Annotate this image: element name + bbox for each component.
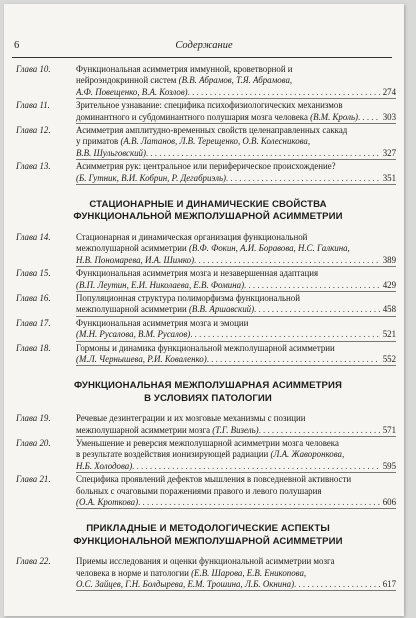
toc-line-text [76, 438, 339, 449]
toc-line-text [76, 112, 358, 123]
chapter-title-text: Приемы исследования и оценки функциональной асимметрии мозга [76, 556, 335, 567]
toc-line [76, 232, 396, 243]
chapter-title-text: доминантного и субдоминантного полушария мозга человека [76, 111, 311, 122]
toc-line [76, 354, 396, 365]
authors-text: А.Ф. Повещенко, В.А. Козлов) [76, 86, 188, 97]
dot-leader [190, 329, 379, 340]
toc-line-text [76, 461, 132, 472]
toc-line [76, 243, 396, 254]
authors-text: Н.В. Пономарева, И.А. Шимко) [76, 254, 195, 265]
toc-line [76, 255, 396, 266]
chapter-title-text: в результате воздействия ионизирующей радиации [76, 449, 271, 460]
dot-leader [244, 280, 380, 291]
toc-entry [16, 232, 400, 267]
chapter-title-text: межполушарной асимметрии мозга [76, 424, 213, 435]
chapter-number: Глава 18. [16, 342, 51, 353]
page-header [4, 4, 404, 60]
entry-rule [76, 98, 396, 99]
authors-text: (Е.В. Шарова, Е.В. Еникопова, [191, 567, 307, 578]
chapter-title-text: Функциональная асимметрия иммунной, кроветворной и [76, 64, 293, 74]
dot-leader [138, 497, 380, 508]
toc-entry-body [76, 413, 396, 437]
toc-line-text [76, 232, 307, 243]
page-ref: 389 [382, 254, 396, 265]
toc-entry [16, 100, 400, 124]
authors-text: (О.А. Кроткова) [76, 497, 139, 507]
toc-line-text [76, 64, 293, 75]
chapter-title-text: Специфика проявлений дефектов мышления в повседневной активности [76, 474, 352, 485]
dot-leader [207, 354, 380, 365]
chapter-number: Глава 22. [16, 556, 51, 567]
page-ref: 617 [382, 579, 396, 590]
toc-line-text [76, 87, 188, 98]
toc-line [76, 579, 396, 590]
toc-line-text [76, 293, 300, 304]
page-ref: 303 [382, 111, 396, 122]
chapter-number: Глава 14. [16, 231, 51, 242]
authors-text: (А.В. Латанов, Л.В. Терещенко, О.В. Колесникова, [120, 136, 311, 147]
authors-text: (В.Ф. Фокин, А.И. Боравова, Н.С. Галкина, [188, 243, 350, 254]
chapter-title-text: больных с очаговыми поражениями правого и левого полушария [76, 485, 322, 496]
chapter-title-text: Зрительное узнавание: специфика психофизиологических механизмов [76, 100, 343, 111]
toc-entry [16, 343, 400, 367]
toc-line [76, 125, 396, 136]
entry-rule [76, 472, 396, 473]
chapter-number: Глава 16. [16, 292, 51, 303]
entry-rule [76, 436, 396, 437]
toc-line [76, 329, 396, 340]
toc-line [76, 438, 396, 449]
chapter-number: Глава 17. [16, 317, 51, 328]
toc-line-text [76, 318, 248, 329]
dot-leader [188, 87, 380, 98]
toc-line [76, 293, 396, 304]
chapter-title-text: Асимметрия амплитудно-временных свойств целенаправленных саккад [76, 125, 348, 136]
book-page [4, 4, 404, 616]
toc-entry-body [76, 293, 396, 317]
page-ref: 429 [382, 279, 396, 290]
toc-line [76, 343, 396, 354]
toc-line [76, 280, 396, 291]
section-heading-line: ФУНКЦИОНАЛЬНОЙ МЕЖПОЛУШАРНОЙ АСИММЕТРИИ [73, 535, 343, 547]
toc-line [76, 100, 396, 111]
toc-entry [16, 413, 400, 437]
entry-rule [76, 316, 396, 317]
toc-line-text [76, 243, 350, 254]
section-heading [16, 380, 400, 405]
page-ref: 595 [382, 460, 396, 471]
chapter-title-text: Асимметрия рук: центральное или периферическое происхождение? [76, 161, 336, 172]
toc-entry [16, 474, 400, 509]
entry-rule [76, 590, 396, 591]
chapter-title-text: Речевые дезинтеграции и их мозговые механизмы с позиции [76, 413, 306, 424]
toc-entry-body [76, 100, 396, 124]
authors-text: (В.В. Аршавский) [188, 304, 255, 315]
toc-entry-body [76, 474, 396, 509]
toc-line-text [76, 304, 254, 315]
toc-line [76, 413, 396, 424]
toc-line [76, 568, 396, 579]
chapter-title-text: у приматов [76, 136, 121, 147]
authors-text: (Т.Г. Визель) [212, 424, 259, 435]
dot-leader [294, 579, 380, 590]
toc-entry [16, 293, 400, 317]
page-ref: 552 [382, 353, 396, 364]
page-ref: 606 [382, 497, 396, 507]
page-ref: 274 [382, 86, 396, 97]
chapter-title-text: нейроэндокринной систем [76, 75, 179, 86]
toc-line-text [76, 173, 226, 184]
toc-line-text [76, 425, 259, 436]
toc-line-text [76, 568, 306, 579]
toc-line-text [76, 161, 336, 172]
chapter-title-text: Гормоны и динамика функциональной межполушарной асимметрии [76, 342, 335, 353]
chapter-number: Глава 20. [16, 437, 51, 448]
toc-line-text [76, 413, 305, 424]
chapter-title-text: межполушарной асимметрии [76, 243, 189, 254]
toc-line-text [76, 100, 343, 111]
header-rule [12, 57, 392, 58]
toc-entry-body [76, 556, 396, 591]
page-ref: 458 [382, 304, 396, 315]
page-ref: 327 [382, 147, 396, 158]
page-ref: 351 [382, 172, 396, 183]
table-of-contents [16, 64, 400, 592]
toc-line [76, 87, 396, 98]
chapter-title-text: Стационарная и динамическая организация функциональной [76, 231, 308, 242]
section-heading-line: В УСЛОВИЯХ ПАТОЛОГИИ [144, 392, 272, 404]
toc-line-text [76, 354, 207, 365]
toc-line [76, 556, 396, 567]
toc-line [76, 497, 396, 508]
authors-text: В.В. Шульговский) [76, 147, 146, 158]
toc-line [76, 318, 396, 329]
toc-line [76, 112, 396, 123]
toc-line-text [76, 75, 292, 86]
running-title: Содержание [175, 40, 233, 51]
toc-entry-body [76, 64, 396, 99]
toc-entry-body [76, 318, 396, 342]
toc-line-text [76, 474, 351, 485]
chapter-title-text: Функциональная асимметрия мозга и эмоции [76, 317, 249, 328]
dot-leader [358, 112, 380, 123]
entry-rule [76, 291, 396, 292]
toc-line [76, 449, 396, 460]
toc-line-text [76, 497, 138, 508]
toc-line [76, 425, 396, 436]
toc-line [76, 173, 396, 184]
toc-line [76, 64, 396, 75]
entry-rule [76, 508, 396, 509]
authors-text: (М.Н. Русалова, В.М. Русалов) [76, 329, 191, 340]
chapter-number: Глава 13. [16, 161, 51, 172]
toc-entry [16, 318, 400, 342]
dot-leader [194, 255, 380, 266]
page-ref: 521 [382, 329, 396, 340]
dot-leader [132, 461, 380, 472]
authors-text: (В.В. Абрамов, Т.Я. Абрамова, [178, 75, 293, 86]
chapter-number: Глава 12. [16, 125, 51, 136]
toc-entry-body [76, 232, 396, 267]
toc-line [76, 136, 396, 147]
chapter-number: Глава 10. [16, 64, 51, 74]
toc-entry [16, 161, 400, 185]
entry-rule [76, 266, 396, 267]
toc-line-text [76, 449, 344, 460]
toc-line-text [76, 255, 194, 266]
authors-text: (В.П. Леутин, Е.И. Николаева, Е.В. Фомина) [76, 279, 245, 290]
section-heading-line: СТАЦИОНАРНЫЕ И ДИНАМИЧЕСКИЕ СВОЙСТВА [89, 199, 327, 211]
toc-line [76, 148, 396, 159]
dot-leader [254, 304, 380, 315]
toc-entry [16, 556, 400, 591]
chapter-number: Глава 21. [16, 474, 51, 485]
chapter-title-text: человека в норме и патологии [76, 567, 192, 578]
toc-line-text [76, 343, 335, 354]
toc-line-text [76, 136, 310, 147]
toc-line-text [76, 579, 294, 590]
authors-text: Н.Б. Холодова) [76, 460, 133, 471]
chapter-title-text: Функциональная асимметрия мозга и незавершенная адаптация [76, 268, 319, 279]
toc-line [76, 474, 396, 485]
toc-line-text [76, 329, 190, 340]
toc-entry [16, 268, 400, 292]
section-heading [16, 523, 400, 548]
dot-leader [259, 425, 380, 436]
toc-line-text [76, 486, 321, 497]
toc-line [76, 161, 396, 172]
dot-leader [146, 148, 380, 159]
toc-entry [16, 64, 400, 99]
toc-line [76, 304, 396, 315]
toc-line [76, 486, 396, 497]
chapter-title-text: Уменьшение и реверсия межполушарной асимметрии мозга человека [76, 437, 339, 448]
authors-text: (Б. Гутник, В.И. Кобрин, Р. Дегабриэль) [76, 172, 226, 183]
section-heading-line: ФУНКЦИОНАЛЬНОЙ МЕЖПОЛУШАРНОЙ АСИММЕТРИИ [73, 211, 343, 223]
dot-leader [226, 173, 380, 184]
section-heading [16, 199, 400, 224]
toc-line-text [76, 148, 146, 159]
chapter-number: Глава 19. [16, 413, 51, 424]
toc-entry-body [76, 438, 396, 473]
toc-line-text [76, 268, 318, 279]
entry-rule [76, 341, 396, 342]
section-heading-line: ФУНКЦИОНАЛЬНАЯ МЕЖПОЛУШАРНАЯ АСИММЕТРИЯ [73, 380, 343, 392]
toc-line [76, 461, 396, 472]
authors-text: (В.М. Кроль) [310, 111, 358, 122]
entry-rule [76, 365, 396, 366]
toc-entry-body [76, 125, 396, 160]
toc-entry [16, 125, 400, 160]
authors-text: (Л.А. Жаворонкова, [270, 449, 345, 460]
toc-line-text [76, 280, 244, 291]
chapter-number: Глава 11. [16, 100, 50, 111]
toc-line-text [76, 556, 335, 567]
authors-text: О.С. Зайцев, Г.Н. Болдырева, Е.М. Трошина, Л.Б. Окнина) [76, 579, 295, 590]
chapter-title-text: Популяционная структура полиморфизма функциональной [76, 292, 300, 303]
toc-line [76, 268, 396, 279]
toc-entry-body [76, 268, 396, 292]
chapter-title-text: межполушарной асимметрии [76, 304, 189, 315]
entry-rule [76, 123, 396, 124]
toc-entry-body [76, 161, 396, 185]
entry-rule [76, 184, 396, 185]
entry-rule [76, 159, 396, 160]
toc-entry-body [76, 343, 396, 367]
authors-text: (М.Л. Чернышева, Р.И. Коваленко) [76, 353, 207, 364]
toc-entry [16, 438, 400, 473]
toc-line [76, 75, 396, 86]
page-number: 6 [14, 40, 20, 51]
chapter-number: Глава 15. [16, 268, 51, 279]
page-ref: 571 [382, 424, 396, 435]
toc-line-text [76, 125, 347, 136]
section-heading-line: ПРИКЛАДНЫЕ И МЕТОДОЛОГИЧЕСКИЕ АСПЕКТЫ [86, 523, 330, 535]
